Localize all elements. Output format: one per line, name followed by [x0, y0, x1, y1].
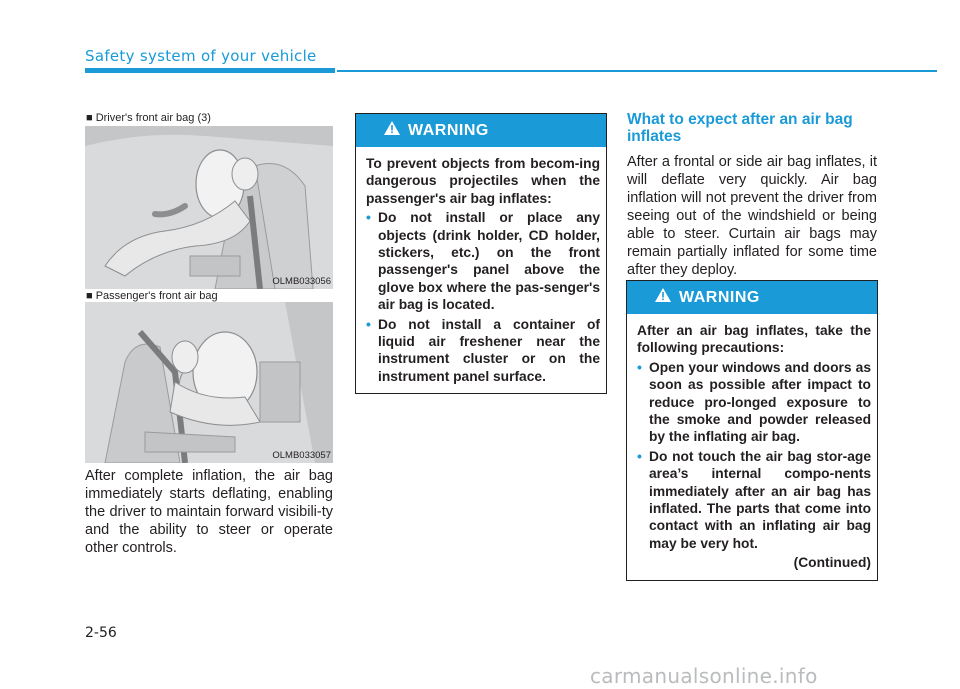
figure-passenger-airbag	[85, 302, 333, 463]
warning-content	[356, 147, 606, 393]
figure-code-driver: OLMB033056	[272, 276, 331, 287]
bullet-dot-icon: •	[637, 358, 642, 375]
warning-box-precautions	[626, 280, 878, 581]
after-inflation-paragraph: After a frontal or side air bag inflates, it will deflate very quickly. Air bag inflation will not prevent the driver from seeing out of the windshield or being able to steer. Curtain air bags may remain partially inflated for some time after they deploy.	[627, 154, 877, 278]
figure-driver-airbag	[85, 126, 333, 289]
warning-bullet: • Open your windows and doors as soon as possible after impact to reduce pro-longed exposure to the smoke and powder released by the inflating air bag.	[637, 358, 871, 445]
section-header-title: Safety system of your vehicle	[85, 47, 317, 65]
header-rule-thin	[337, 70, 937, 72]
figure-caption-passenger: ■ Passenger's front air bag	[86, 290, 218, 302]
header-rule-thick	[85, 68, 335, 73]
bullet-dot-icon: •	[366, 315, 371, 332]
continued-label: (Continued)	[793, 555, 871, 571]
warning-triangle-icon	[655, 288, 671, 307]
section-title-after-inflation: What to expect after an air bag inflates	[627, 111, 853, 145]
figure-caption-driver: ■ Driver's front air bag (3)	[86, 112, 211, 124]
warning-triangle-icon	[384, 121, 400, 140]
warning-header	[627, 281, 877, 314]
figure-code-passenger: OLMB033057	[272, 450, 331, 461]
bullet-dot-icon: •	[637, 447, 642, 464]
warning-intro: After an air bag inflates, take the following precautions:	[637, 323, 871, 356]
warning-content	[627, 314, 877, 580]
warning-bullet: • Do not install or place any objects (drink holder, CD holder, stickers, etc.) on the front passenger's panel above the glove box where the pas-senger's air bag is located.	[366, 209, 600, 313]
passenger-airbag-illustration	[85, 302, 333, 463]
warning-title: WARNING	[408, 121, 489, 139]
warning-title: WARNING	[679, 288, 760, 306]
watermark: carmanualsonline.info	[590, 664, 818, 688]
warning-intro: To prevent objects from becom-ing dangerous projectiles when the passenger's air bag inflates:	[366, 156, 600, 206]
warning-bullet: • Do not install a container of liquid air freshener near the instrument cluster or on the instrument panel surface.	[366, 315, 600, 384]
warning-header	[356, 114, 606, 147]
warning-box-projectiles	[355, 113, 607, 394]
warning-bullet: • Do not touch the air bag stor-age area’s internal compo-nents immediately after an air bag has inflated. The parts that come into contact with an inflating air bag may be very hot.	[637, 447, 871, 551]
deflation-paragraph: After complete inflation, the air bag immediately starts deflating, enabling the driver to maintain forward visibili-ty and the ability to steer or operate other controls.	[85, 468, 333, 556]
driver-airbag-illustration	[85, 126, 333, 289]
bullet-dot-icon: •	[366, 209, 371, 226]
page-number: 2-56	[85, 625, 117, 641]
